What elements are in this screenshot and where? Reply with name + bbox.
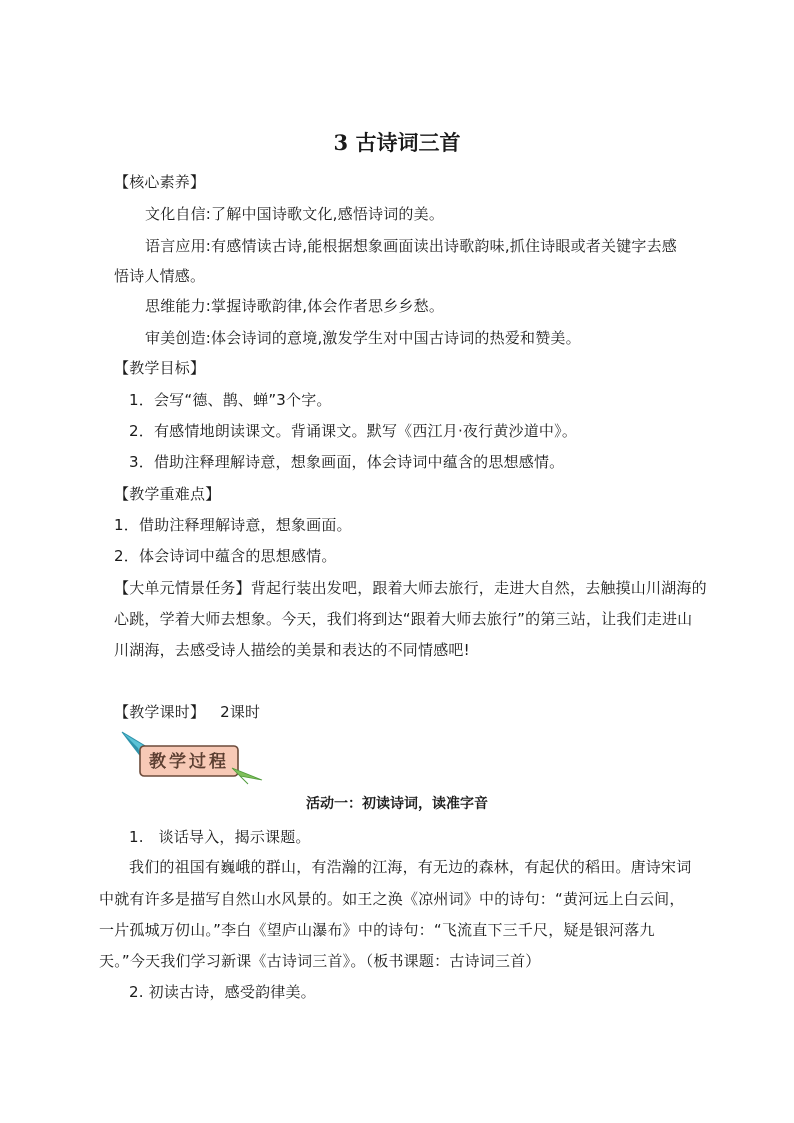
activity-para-line2: 中就有许多是描写自然山水风景的。如王之涣《凉州词》中的诗句：“黄河远上白云间， bbox=[99, 890, 685, 908]
keypoint-item: 2．体会诗词中蕴含的思想感情。 bbox=[114, 547, 337, 565]
core-culture: 文化自信:了解中国诗歌文化,感悟诗词的美。 bbox=[145, 205, 445, 223]
banner-label: 教学过程 bbox=[149, 752, 229, 772]
goal-item: 3．借助注释理解诗意，想象画面，体会诗词中蕴含的思想感情。 bbox=[129, 453, 565, 471]
activity-step-2: 2. 初读古诗，感受韵律美。 bbox=[129, 983, 316, 1001]
core-aesthetic: 审美创造:体会诗词的意境,激发学生对中国古诗词的热爱和赞美。 bbox=[145, 329, 581, 347]
goals-heading: 【教学目标】 bbox=[114, 359, 206, 377]
keypoints-heading: 【教学重难点】 bbox=[114, 485, 221, 503]
activity-para-line4: 天。”今天我们学习新课《古诗词三首》。（板书课题：古诗词三首） bbox=[99, 952, 541, 970]
core-heading: 【核心素养】 bbox=[114, 173, 206, 191]
teaching-process-banner bbox=[120, 728, 266, 786]
keypoint-item: 1．借助注释理解诗意，想象画面。 bbox=[114, 516, 352, 534]
activity-para-line3: 一片孤城万仞山。”李白《望庐山瀑布》中的诗句：“飞流直下三千尺，疑是银河落九 bbox=[99, 921, 655, 939]
page-title: 3 古诗词三首 bbox=[333, 130, 461, 155]
core-thinking: 思维能力:掌握诗歌韵律,体会作者思乡乡愁。 bbox=[145, 297, 445, 315]
unit-task-line1: 【大单元情景任务】背起行装出发吧，跟着大师去旅行，走进大自然，去触摸山川湖海的 bbox=[114, 579, 707, 597]
teaching-hours: 【教学课时】 2课时 bbox=[114, 703, 261, 721]
activity-step-1: 1. 谈话导入，揭示课题。 bbox=[129, 828, 311, 846]
core-language-line1: 语言应用:有感情读古诗,能根据想象画面读出诗歌韵味,抓住诗眼或者关键字去感 bbox=[145, 237, 677, 255]
unit-task-line3: 川湖海，去感受诗人描绘的美景和表达的不同情感吧! bbox=[114, 641, 470, 659]
unit-task-line2: 心跳，学着大师去想象。今天，我们将到达“跟着大师去旅行”的第三站，让我们走进山 bbox=[114, 610, 693, 628]
core-language-line2: 悟诗人情感。 bbox=[114, 267, 206, 285]
goal-item: 1．会写“德、鹊、蝉”3个字。 bbox=[129, 391, 332, 409]
activity-title: 活动一：初读诗词，读准字音 bbox=[306, 796, 488, 812]
goal-item: 2．有感情地朗读课文。背诵课文。默写《西江月·夜行黄沙道中》。 bbox=[129, 422, 578, 440]
activity-para-line1: 我们的祖国有巍峨的群山，有浩瀚的江海，有无边的森林，有起伏的稻田。唐诗宋词 bbox=[129, 858, 692, 876]
